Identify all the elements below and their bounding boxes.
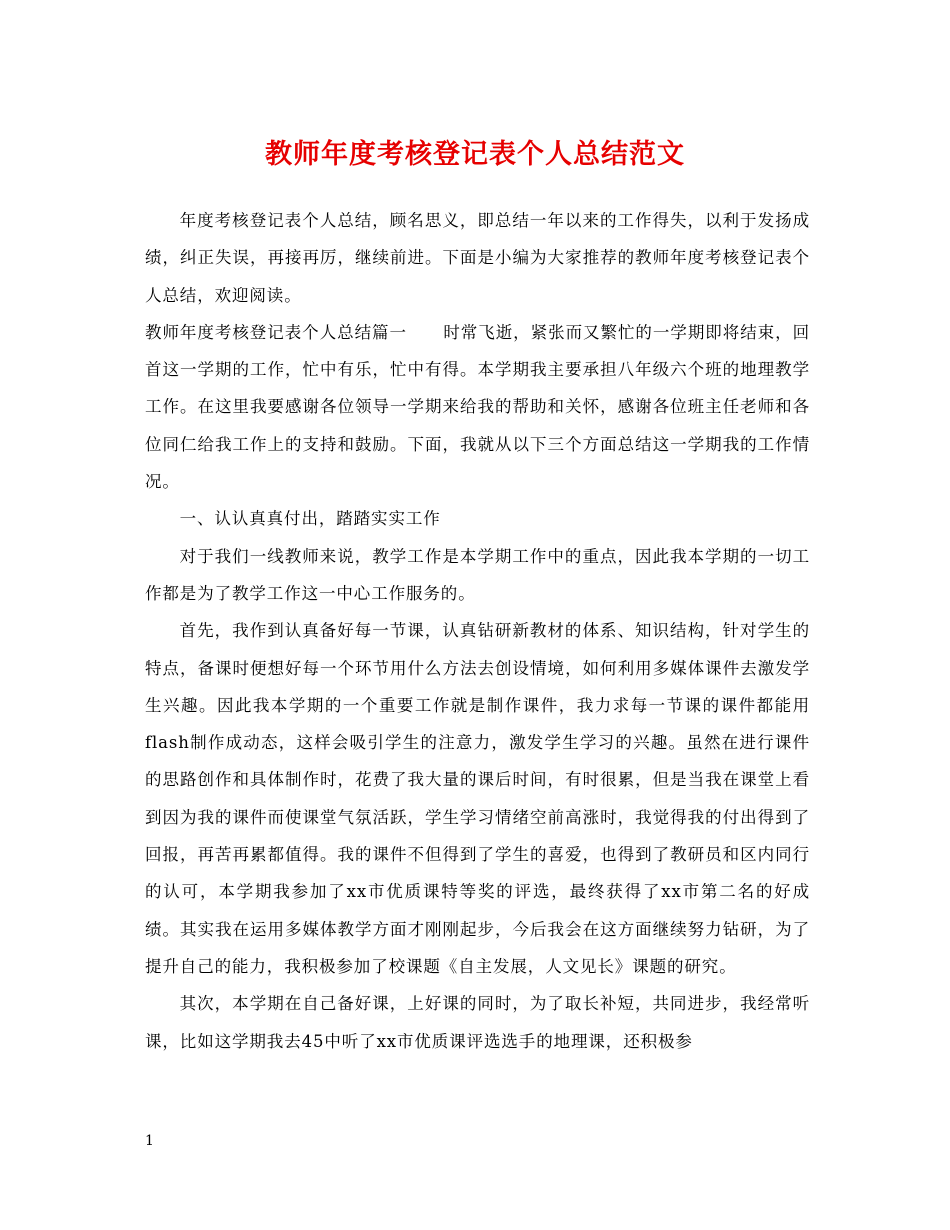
paragraph-3: 其次，本学期在自己备好课，上好课的同时，为了取长补短，共同进步，我经常听课，比如这学期我去45中听了xx市优质课评选选手的地理课，还积极参 — [145, 994, 810, 1051]
page-number: 1 — [145, 1133, 154, 1149]
paragraph-2: 首先，我作到认真备好每一节课，认真钻研新教材的体系、知识结构，针对学生的特点，备课时便想好每一个环节用什么方法去创设情境，如何利用多媒体课件去激发学生兴趣。因此我本学期的一个重要工作就是制作课件，我力求每一节课的课件都能用flash制作成动态，这样会吸引学生的注意力，激发学生学习的兴趣。虽然在进行课件的思路创作和具体制作时，花费了我大量的课后时间，有时很累，但是当我在课堂上看到因为我的课件而使课堂气氛活跃，学生学习情绪空前高涨时，我觉得我的付出得到了回报，再苦再累都值得。我的课件不但得到了学生的喜爱，也得到了教研员和区内同行的认可，本学期我参加了xx市优质课特等奖的评选，最终获得了xx市第二名的好成绩。其实我在运用多媒体教学方面才刚刚起步，今后我会在这方面继续努力钻研，为了提升自己的能力，我积极参加了校课题《自主发展，人文见长》课题的研究。 — [145, 621, 810, 976]
intro-paragraph: 年度考核登记表个人总结，顾名思义，即总结一年以来的工作得失，以利于发扬成绩，纠正失误，再接再厉，继续前进。下面是小编为大家推荐的教师年度考核登记表个人总结，欢迎阅读。 — [145, 211, 810, 305]
subheading-1: 一、认认真真付出，踏踏实实工作 — [179, 509, 441, 529]
document-body — [145, 202, 810, 1060]
section-heading: 教师年度考核登记表个人总结篇一 — [145, 322, 407, 342]
paragraph-1: 对于我们一线教师来说，教学工作是本学期工作中的重点，因此我本学期的一切工作都是为了教学工作这一中心工作服务的。 — [145, 546, 810, 603]
document-title: 教师年度考核登记表个人总结范文 — [265, 139, 685, 170]
section-paragraph — [145, 314, 810, 500]
section-intro: 时常飞逝，紧张而又繁忙的一学期即将结束，回首这一学期的工作，忙中有乐，忙中有得。本学期我主要承担八年级六个班的地理教学工作。在这里我要感谢各位领导一学期来给我的帮助和关怀，感谢各位班主任老师和各位同仁给我工作上的支持和鼓励。下面，我就从以下三个方面总结这一学期我的工作情况。 — [145, 322, 811, 492]
